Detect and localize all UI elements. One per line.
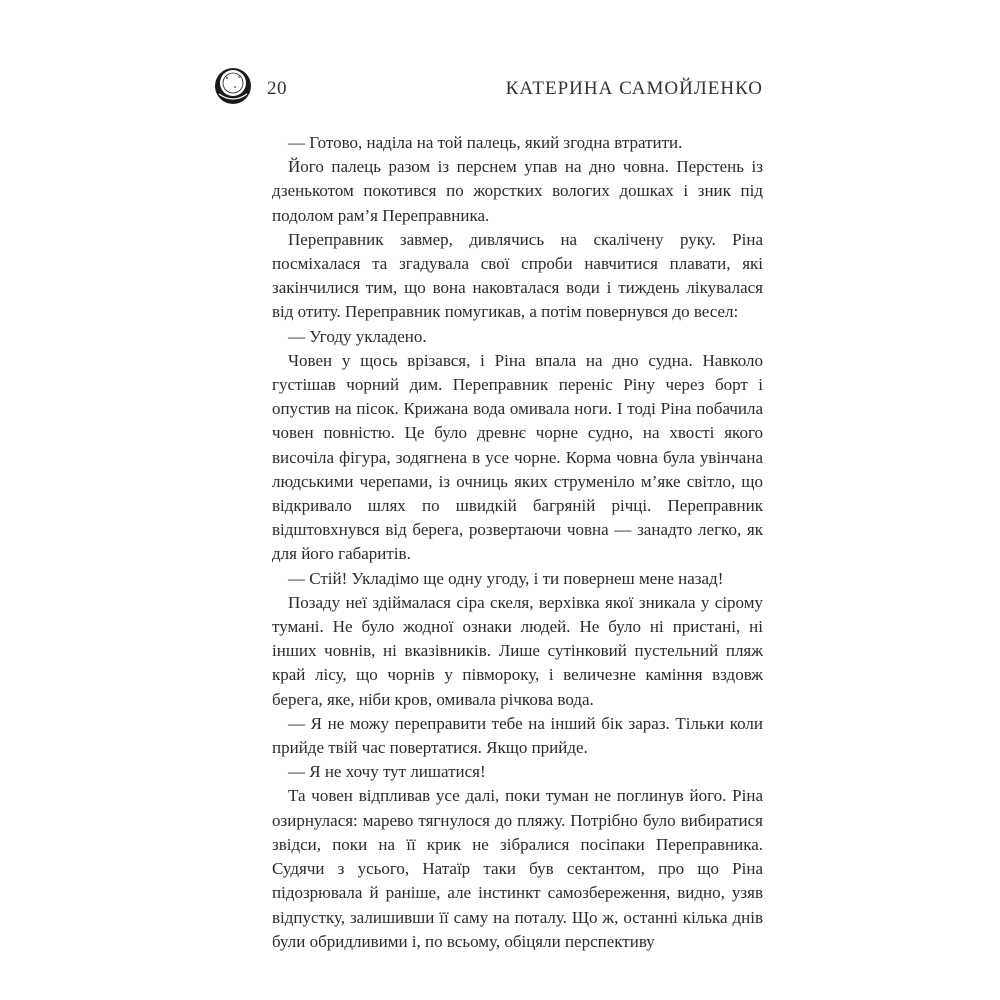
paragraph: — Стій! Укладімо ще одну угоду, і ти повернеш мене назад!	[288, 568, 724, 588]
paragraph: Та човен відпливав усе далі, поки туман не поглинув його. Ріна озирнулася: марево тягнулося до пляжу. Потрібно було вибиратися звідси, поки на її крик не зібралися посіпаки Переправника. Судячи з усього, Натаїр таки був сектантом, про що Ріна підозрювала й раніше, але інстинкт самозбереження, видно, узяв відпустку, залишивши її саму на поталу. Що ж, останні кілька днів були обридливими і, по всьому, обіцяли перспективу	[272, 786, 763, 951]
running-title: КАТЕРИНА САМОЙЛЕНКО	[505, 78, 763, 99]
body-text	[272, 131, 763, 954]
paragraph: — Я не хочу тут лишатися!	[288, 762, 486, 782]
paragraph: — Готово, наділа на той палець, який згодна втратити.	[288, 133, 683, 152]
page-number: 20	[267, 78, 287, 99]
paragraph: — Угоду укладено.	[288, 326, 427, 346]
paragraph: Переправник завмер, дивлячись на скалічену руку. Ріна посміхалася та згадувала свої спроби навчитися плавати, які закінчилися тим, що вона наковталася води і тиждень лікувалася від отиту. Переправник помугикав, а потім повернувся до весел:	[272, 229, 763, 322]
paragraph: Його палець разом із перснем упав на дно човна. Перстень із дзенькотом покотився по жорстких вологих дошках і зник під подолом рам’я Переправника.	[272, 157, 763, 225]
page-header	[213, 66, 763, 112]
moon-crest-icon	[213, 66, 253, 106]
paragraph: Човен у щось врізався, і Ріна впала на дно судна. Навколо густішав чорний дим. Переправник переніс Ріну через борт і опустив на пісок. Крижана вода омивала ноги. І тоді Ріна побачила човен повністю. Це було древнє чорне судно, на хвості якого височіла фігура, зодягнена в усе чорне. Корма човна була увінчана людськими черепами, із очниць яких струменіло м’яке світло, що відкривало шлях по швидкій багряній річці. Переправник відштовхнувся від берега, розвертаючи човна — занадто легко, як для його габаритів.	[272, 350, 763, 564]
paragraph: Позаду неї здіймалася сіра скеля, верхівка якої зникала у сірому тумані. Не було жодної ознаки людей. Не було ні пристані, ні інших човнів, ні вказівників. Лише сутінковий пустельний пляж край лісу, що чорнів у півмороку, і величезне каміння вздовж берега, яке, ніби кров, омивала річкова вода.	[272, 592, 763, 709]
paragraph: — Я не можу переправити тебе на інший бік зараз. Тільки коли прийде твій час повертатися. Якщо прийде.	[272, 713, 763, 758]
